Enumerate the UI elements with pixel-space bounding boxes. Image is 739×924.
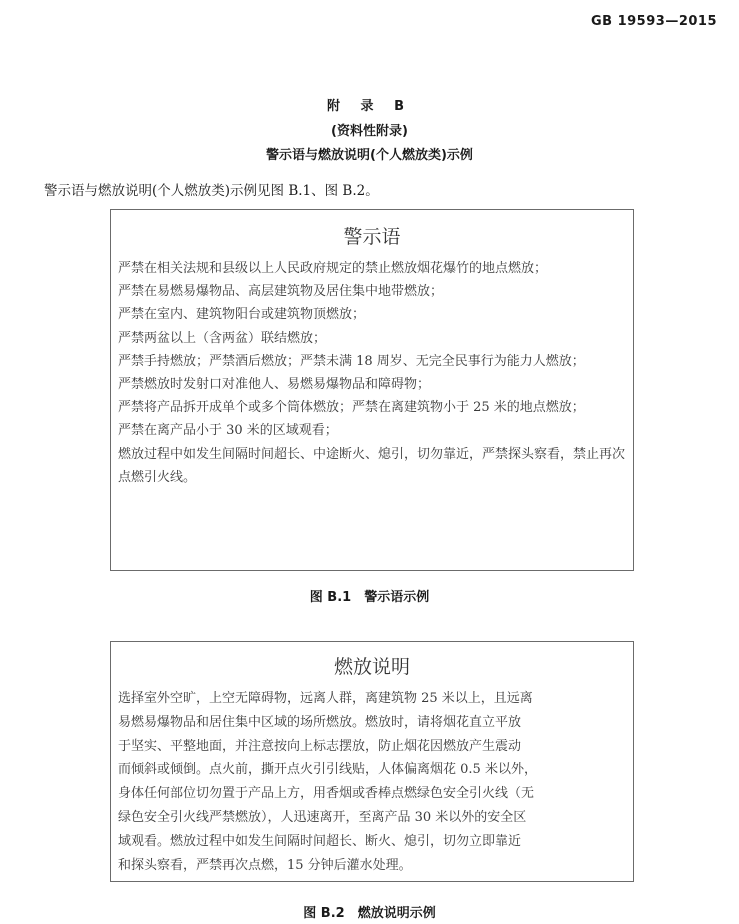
- appendix-label: 附 录 B: [327, 99, 412, 114]
- intro-paragraph: 警示语与燃放说明(个人燃放类)示例见图 B.1、图 B.2。: [44, 183, 379, 199]
- warning-line: 燃放过程中如发生间隔时间超长、中途断火、熄引，切勿靠近，严禁探头察看，禁止再次点燃引火线。: [118, 446, 626, 485]
- warning-line: 严禁燃放时发射口对准他人、易燃易爆物品和障碍物；: [118, 377, 431, 393]
- warning-line: 严禁在室内、建筑物阳台或建筑物顶燃放；: [118, 307, 366, 323]
- warning-line: 严禁两盆以上（含两盆）联结燃放；: [118, 330, 327, 346]
- instructions-lines: [111, 687, 633, 877]
- warning-box: [110, 209, 634, 571]
- warning-lines: [111, 257, 633, 489]
- instructions-line: 和探头察看，严禁再次点燃，15 分钟后灌水处理。: [118, 857, 412, 873]
- warning-line: 严禁手持燃放；严禁酒后燃放；严禁未满 18 周岁、无完全民事行为能力人燃放；: [118, 353, 585, 369]
- instructions-line: 而倾斜或倾倒。点火前，撕开点火引引线贴，人体偏离烟花 0.5 米以外，: [118, 762, 537, 778]
- warning-line: 严禁在离产品小于 30 米的区域观看；: [118, 423, 338, 439]
- instructions-line: 绿色安全引火线严禁燃放），人迅速离开，至离产品 30 米以外的安全区: [118, 809, 527, 825]
- instructions-line: 域观看。燃放过程中如发生间隔时间超长、断火、熄引，切勿立即靠近: [118, 833, 522, 849]
- warning-line: 严禁在易燃易爆物品、高层建筑物及居住集中地带燃放；: [118, 284, 444, 300]
- instructions-line: 选择室外空旷，上空无障碍物，远离人群，离建筑物 25 米以上，且远离: [118, 691, 533, 706]
- warning-line: 严禁将产品拆开成单个或多个筒体燃放；严禁在离建筑物小于 25 米的地点燃放；: [118, 400, 585, 416]
- warning-box-title: 警示语: [343, 226, 401, 248]
- figure-b2-caption: 图 B.2 燃放说明示例: [303, 906, 436, 921]
- instructions-box: [110, 641, 634, 882]
- instructions-line: 身体任何部位切勿置于产品上方，用香烟或香棒点燃绿色安全引火线（无: [118, 786, 535, 802]
- appendix-nature: (资料性附录): [331, 124, 408, 139]
- warning-line: 严禁在相关法规和县级以上人民政府规定的禁止燃放烟花爆竹的地点燃放；: [118, 261, 548, 276]
- instructions-box-title: 燃放说明: [333, 656, 410, 678]
- instructions-line: 于坚实、平整地面，并注意按向上标志摆放，防止烟花因燃放产生震动: [118, 738, 522, 754]
- appendix-title: 警示语与燃放说明(个人燃放类)示例: [266, 148, 473, 163]
- figure-b1-caption: 图 B.1 警示语示例: [309, 590, 430, 605]
- instructions-line: 易燃易爆物品和居住集中区域的场所燃放。燃放时，请将烟花直立平放: [118, 714, 522, 730]
- standard-code: GB 19593—2015: [590, 14, 717, 29]
